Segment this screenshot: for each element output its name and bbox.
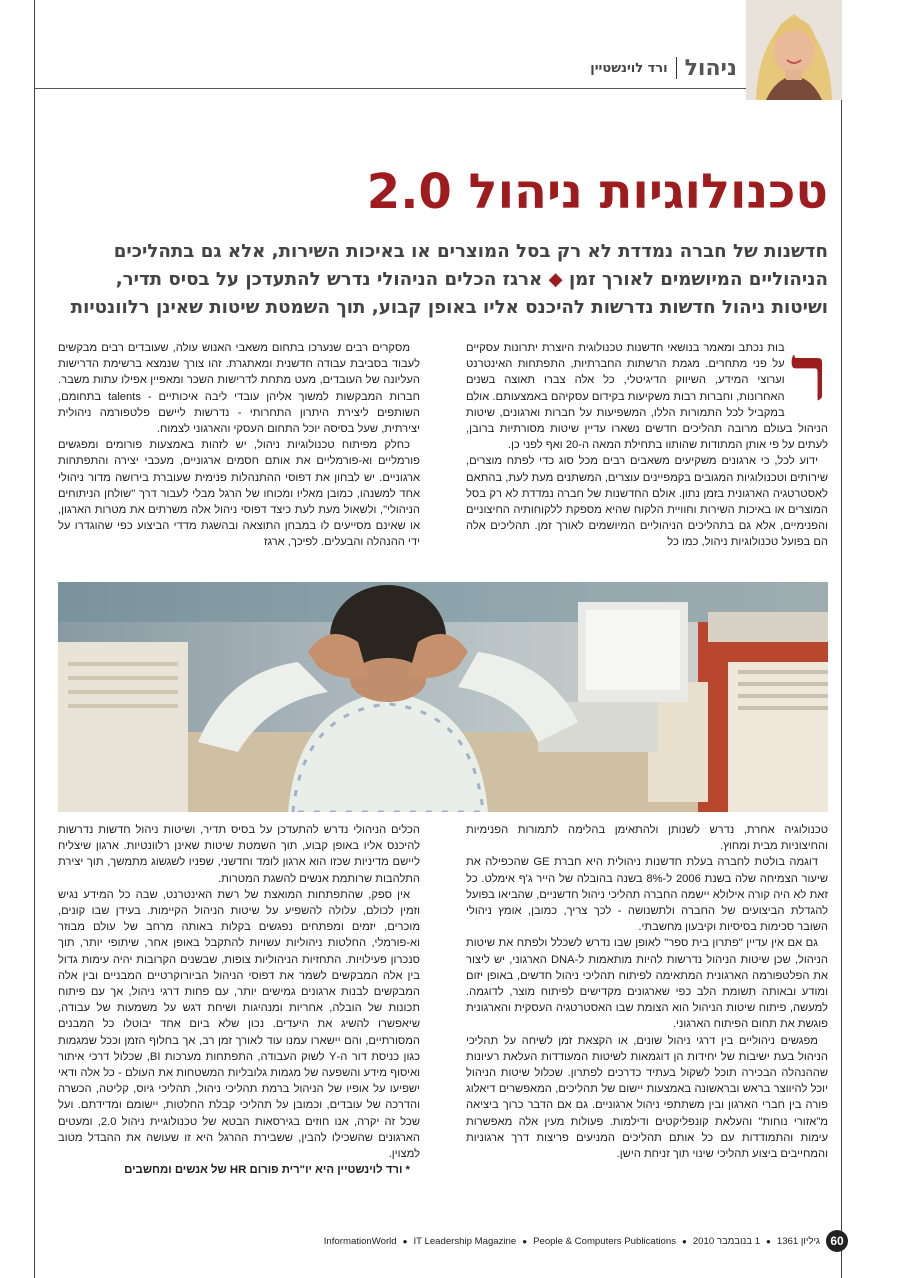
paragraph: בות נכתב ומאמר בנושאי חדשנות טכנולוגית היוצרת יתרונות עסקיים על פני מתחרים. מגמת הרשתות החברתיות, התפתחות האינטרנט וערוצי המידע, השיווק הדיגיטלי, כל אלה צברו תאוצה בשנים האחרונות, וחברות רבות משקיעות בקידום עסקיהם באמצעותם. אולם במקביל לכל התמורות הללו, המשפיעות על חברות וארגונים, שיטות הניהול בעולם מרובה תהליכים חדשים נשארו עדיין שיטות מסורתיות ברובן, לעתים על פי אותן המתודות שהותוו בתחילת המאה ה-20 ואף לפני כן. [466,342,828,452]
author-photo [746,0,842,100]
issue-number: גיליון 1361 [776,1235,820,1247]
column-bottom-left [58,822,420,1192]
publisher-name: People & Computers Publications [533,1235,676,1247]
paragraph: כחלק מפיתוח טכנולוגיות ניהול, יש לזהות באמצעות פורומים ומפגשים פורמליים וא-פורמליים את אותם חסמים ארגוניים, מעכבי יצירה והתפתחות ארגוניים. יש לבחון את דפוסי ההתנהלות פנימית שעוברת בירושה מדור ניהולי אחד למשנהו, כמובן מאליו ומכוחו של הרגל מבלי לעבור דרך "שולחן הניתוחים הניהולי", ולשאול מעת לעת כיצד דפוסי ניהול אלה משרתים את מטרות הארגון, או שאינם מסייעים לו במבחן התוצאה ובהשגת מדדי הביצוע כפי שהוגדרו על ידי ההנהלה והבעלים. לפיכך, ארגז [58,439,420,549]
author-name: ורד לוינשטיין [590,60,668,76]
column-top-left [58,340,420,572]
lead-part-2: ארגז הכלים הניהולי נדרש להתעדכן על בסיס תדיר, ושיטות ניהול חדשות נדרשות להיכנס אליו באופן קבוע, תוך השמטת שיטות שאינן רלוונטיות [70,269,828,318]
article-photo [58,582,828,812]
asterisk-icon: * [402,1164,410,1177]
issue-date: 1 בנובמבר 2010 [692,1235,761,1247]
paragraph: דוגמה בולטת לחברה בעלת חדשנות ניהולית היא חברת GE שהכפילה את שיעור הצמיחה שלה בשנת 2006 ל-8% בשנה בהובלה של הייר ג'ף אימלט. כל זאת לא היה קורה אילולא יישמה החברה תהליכי ניהול חדשניים, שהביאו בפועל להגדלת הביצועים של החברה ולתשנושה - לכך צריך, כמובן, אומץ ניהולי השובר סכימות בסיסיות וקיבעון מחשבתי. [466,856,829,934]
bullet-icon: ● [766,1236,771,1246]
column-top-right [466,329,828,572]
section-divider [676,57,677,79]
bullet-icon: ● [402,1236,408,1246]
section-label: ניהול [684,55,737,81]
section-header [542,54,737,82]
article-lead [58,238,828,322]
page-number: 60 [826,1230,848,1252]
paragraph: ידוע לכל, כי ארגונים משקיעים משאבים רבים מכל סוג כדי לפתח מוצרים, שירותים וטכנולוגיות המגובים בקמפיינים עוצרים, המשתנים מעת לעת, בהתאם לאסטרטגיה הארגונית בזמן נתון. אולם החדשנות של חברה נמדדת לא רק בסל המוצרים או באיכות השירות וחוויית הלקוח שהיא מספקת ללקוחותיה החיצוניים והפנימיים, אלא גם בתהליכים הניהוליים המיושמים לאורך זמן. תהליכים אלה הם בפועל טכנולוגיות ניהול, כמו כל [466,455,828,549]
diamond-icon: ◆ [542,269,563,290]
magazine-name: IT Leadership Magazine [413,1235,517,1247]
article-title: טכנולוגיות ניהול 2.0 [366,164,828,220]
bullet-icon: ● [522,1236,528,1246]
magazine-name-2: InformationWorld [323,1235,397,1247]
bullet-icon: ● [682,1236,687,1246]
paragraph: הכלים הניהולי נדרש להתעדכן על בסיס תדיר, ושיטות ניהול חדשות נדרשות להיכנס אליו באופן קבוע, תוך השמטת שיטות שאינן רלוונטיות. ארגון שיצליח ליישם מדיניות שכזו הוא ארגון לומד וחדשני, שפניו לשגשוג מתמשך, תוך יצירת התלהבות שרותמת אנשים להשגת המטרות. [58,824,420,885]
paragraph: מסקרים רבים שנערכו בתחום משאבי האנוש עולה, שעובדים רבים מבקשים לעבוד בסביבת עבודה חדשנית ומאתגרת. זהו צורך שנמצא ברשימת הדרישות העליונה של העובדים, מעט מתחת לדרישות השכר ומאפיין אפילו עתות משבר. חברות המבקשות למשוך אליהן עובדי ליבה איכותיים - talents בתחומם, השותפים ליצירת היתרון התחרותי - נדרשות ליישם פלטפורמה ניהולית יצירתית, שעל בסיסה יוכל התחום העסקי והארגוני לצמוח. [58,342,420,436]
paragraph: גם אם אין עדיין "פתרון בית ספר" לאופן שבו נדרש לשכלל ולפתח את שיטות הניהול, שכן שיטות הניהול נדרשות להיות מותאמות ל-DNA הארגוני, יש ליצור את הפלטפורמה הארגונית המתאימה לפיתוח תהליכי ניהול חדשים, באופן יזום ומודע ובאותה תשומת הלב כפי שארגונים מקדישים לפיתוח מוצר, לדוגמה. למעשה, פיתוח שיטות הניהול הוא הצומת שבו האסטרטגיה העסקית והארגונית פוגשת את תחום הפיתוח הארגוני. [466,937,828,1031]
paragraph: טכנולוגיה אחרת, נדרש לשנותן ולהתאימן בהלימה לתמורות הפנימיות והחיצוניות מבית ומחוץ. [466,824,828,853]
column-bottom-right [466,822,828,1192]
drop-cap: ר [790,329,828,418]
bio-text: ורד לוינשטיין היא יו"רית פורום HR של אנשים ומחשבים [124,1164,403,1177]
paragraph: אין ספק, שהתפתחות המואצת של רשת האינטרנט, שבה כל המידע נגיש וזמין לכולם, עלולה להשפיע על שיטות הניהול הקיימות. בעידן שבו קונים, מוכרים, יזמים ומפתחים נפגשים בקלות באותה מרחב של עולם מבוזר וא-פורמלי, החלטות ניהוליות עשויות להתקבל באופן אחר, שיתופי יותר, תוך סנכרון פעילויות. התחזיות הניהוליות צופות, שבשנים הקרובות יהיה עימות גדול בין אלה המבקשים לשמר את דפוסי הניהול הביורוקרטיים המבניים ובין אלה המבקשים לבנות ארגונים גמישים יותר, עם פחות דרגי ניהול, אך עם פיתוח תכונות של הובלה, אחריות ומנהיגות ושיחת דגש על משמעות של עבודה, שיאפשרו להשיג את היעדים. נכון שלא ביום אחד יבוטלו כל המבנים המסורתיים, והם יישארו עמנו עוד לאורך זמן רב, אך בחלוף הזמן וככל שמגמות כגון כניסת דור ה-Y לשוק העבודה, התפתחות מערכות BI, שכלול דרכי איתור ואיסוף מידע והשפעה של מגמות גלובליות המשטחות את העולם - כל אלה ודאי ישפיעו על אופיו של הניהול ברמת תהליכי ניהול, תהליכי גיוס, קליטה, הכשרה והדרכה של עובדים, וכמובן על תהליכי קבלת החלטות, יישומם ומדידתם. ועל שכל זה יקרה, אנו חוזים בגירסאות הבטא של טכנולוגיית ניהול 2.0, ומעטים הארגונים שהשכילו להבין, ששבירת ההרגל היא זו שעושה את ההבדל מטוב למצוין. [58,888,420,1161]
paragraph: מפגשים ניהוליים בין דרגי ניהול שונים, או הקצאת זמן לשיחה על תהליכי הניהול בעת ישיבות של יחידות הן דוגמאות לשיטות המעודדות העלאת רעיונות שההנהלה הבכירה תוכל לשקול בעתיד כדרכים לפתרון. שכלול שיטות הניהול יוכל להיווצר בראש ובראשונה באמצעות יישום של תהליכים, המאפשרים דיאלוג פורה בין חברי הארגון ובין משתתפי ניהול ארגוניים. גם אם הדבר כרוך ביציאה מ"אזורי נוחות" והעלאת קונפליקטים ודילמות. פעולות מעין אלה מאפשרות עימות והתמודדות עם כל אותם תהליכים המניעים פריצות דרך ארגוניות והמחייבים ביצוע תהליכי שינוי תוך זניחת הישן. [466,1034,828,1161]
lead-part-1: חדשנות של חברה נמדדת לא רק בסל המוצרים או באיכות השירות, אלא גם בתהליכים הניהוליים המיושמים לאורך זמן [113,241,828,290]
author-bio [58,1162,420,1178]
page-footer [300,1230,848,1252]
